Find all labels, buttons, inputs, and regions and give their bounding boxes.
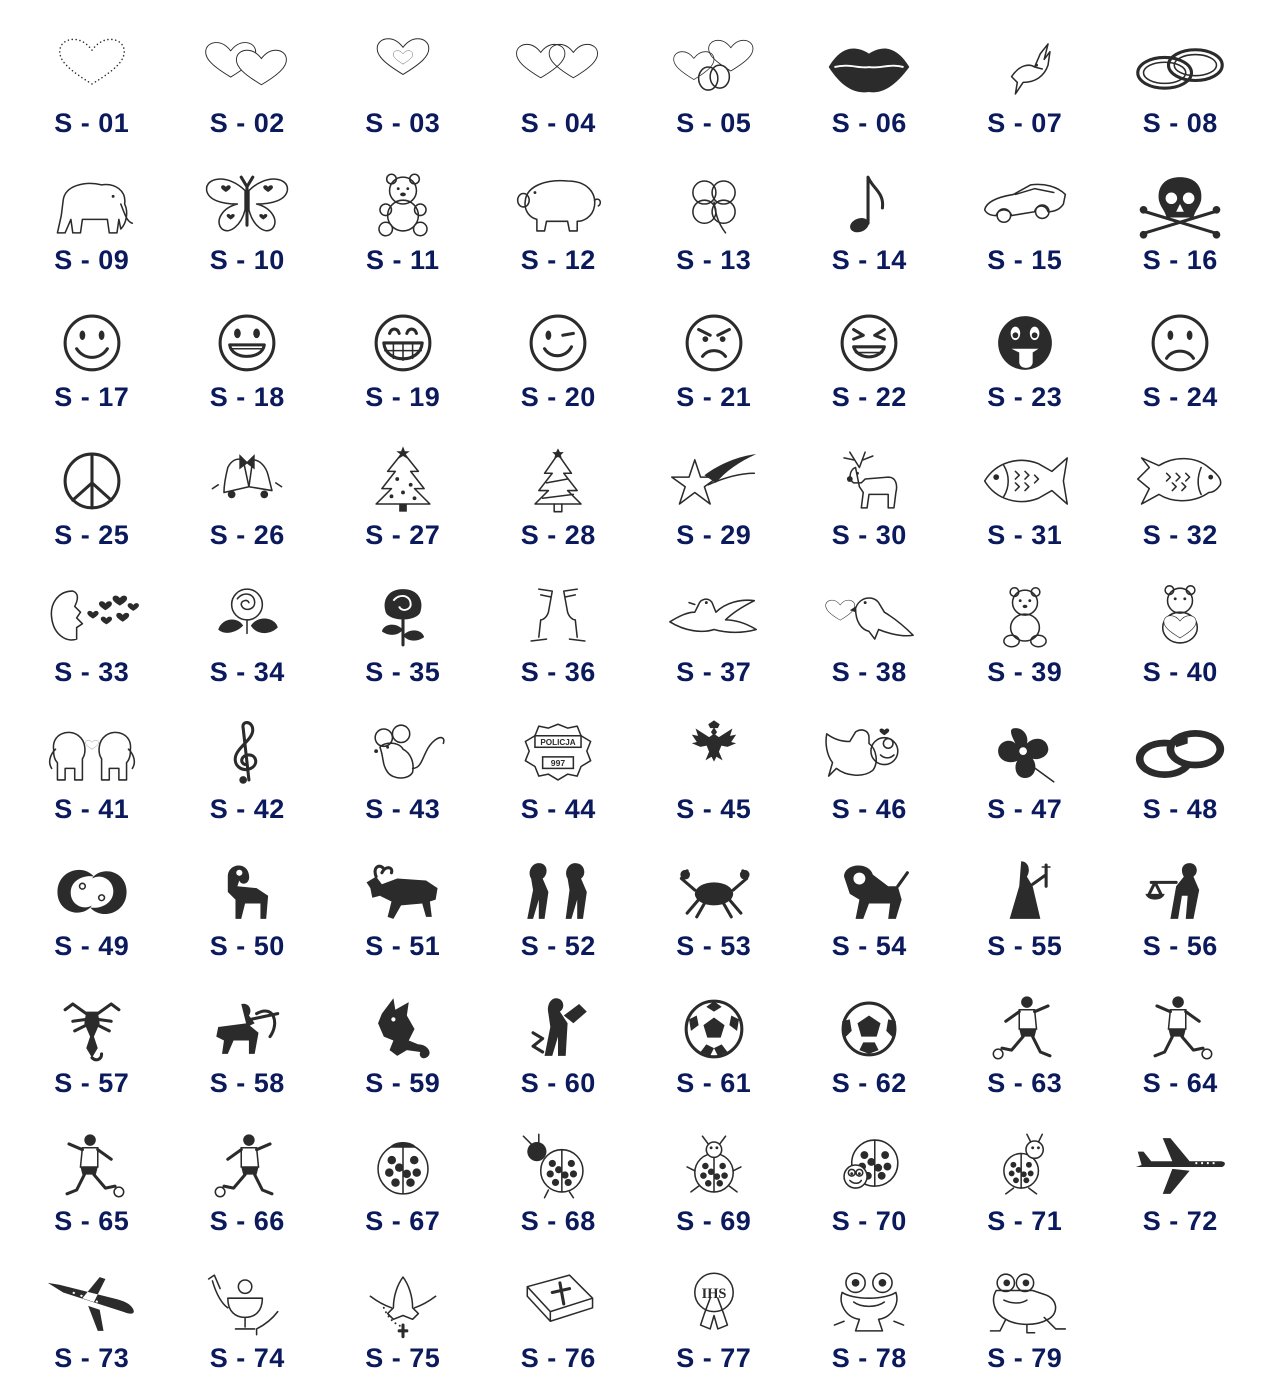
heart-in-heart-icon <box>353 32 453 104</box>
symbol-tile <box>170 1126 326 1263</box>
symbol-code: S - 27 <box>365 519 441 550</box>
symbol-code: S - 79 <box>987 1342 1063 1373</box>
symbol-tile <box>170 28 326 165</box>
aquarius-zodiac-icon <box>508 992 608 1064</box>
symbol-tile <box>947 28 1103 165</box>
symbol-code: S - 08 <box>1142 108 1218 138</box>
symbol-tile <box>947 714 1103 851</box>
symbol-code: S - 01 <box>54 108 130 138</box>
music-note-icon <box>819 169 919 241</box>
symbol-grid <box>14 28 1258 1400</box>
symbol-tile <box>325 165 481 302</box>
symbol-code: S - 49 <box>54 931 130 962</box>
peace-sign-icon <box>42 444 142 516</box>
symbol-tile <box>170 440 326 577</box>
wedding-rings-icon <box>1130 32 1230 104</box>
symbol-code: S - 51 <box>365 931 441 962</box>
symbol-code: S - 15 <box>987 245 1063 276</box>
symbol-code: S - 30 <box>831 519 907 550</box>
ladybug-icon <box>353 1130 453 1202</box>
symbol-tile <box>792 28 948 165</box>
airplane-icon <box>1130 1130 1230 1202</box>
symbol-tile <box>481 577 637 714</box>
symbol-code: S - 26 <box>209 519 285 550</box>
libra-zodiac-icon <box>1130 855 1230 927</box>
symbol-tile <box>947 165 1103 302</box>
symbol-tile <box>481 988 637 1125</box>
frog-sitting-icon <box>975 1267 1075 1339</box>
symbol-code: S - 02 <box>209 108 285 138</box>
soccer-ball-alt-icon <box>819 992 919 1064</box>
symbol-code: S - 61 <box>676 1068 752 1099</box>
ladybug-side-icon <box>508 1130 608 1202</box>
soccer-player-dribbling-icon <box>42 1130 142 1202</box>
symbol-code: S - 24 <box>1142 382 1218 413</box>
symbol-tile <box>325 988 481 1125</box>
two-hearts-icon <box>508 32 608 104</box>
symbol-tile <box>636 1126 792 1263</box>
big-grin-face-icon <box>353 306 453 378</box>
symbol-code: S - 03 <box>365 108 441 138</box>
symbol-code: S - 73 <box>54 1342 130 1373</box>
symbol-tile <box>170 165 326 302</box>
capricorn-zodiac-icon <box>353 992 453 1064</box>
symbol-tile <box>325 1126 481 1263</box>
symbol-tile <box>325 714 481 851</box>
symbol-tile <box>947 1263 1103 1400</box>
sports-car-icon <box>975 169 1075 241</box>
symbol-code: S - 36 <box>520 656 596 687</box>
symbol-code: S - 54 <box>831 931 907 962</box>
symbol-tile <box>1103 165 1259 302</box>
sitting-teddy-bear-icon <box>975 581 1075 653</box>
symbol-code: S - 19 <box>365 382 441 413</box>
christmas-tree-outline-icon <box>508 444 608 516</box>
symbol-code: S - 45 <box>676 793 752 824</box>
symbol-code: S - 06 <box>831 108 907 138</box>
symbol-code: S - 57 <box>54 1068 130 1099</box>
symbol-code: S - 76 <box>520 1342 596 1373</box>
symbol-code: S - 44 <box>520 793 596 824</box>
holy-bible-icon <box>508 1267 608 1339</box>
symbol-tile <box>636 440 792 577</box>
symbol-code: S - 55 <box>987 931 1063 962</box>
symbol-code: S - 64 <box>1142 1068 1218 1099</box>
symbol-code: S - 34 <box>209 656 285 687</box>
symbol-code: S - 10 <box>209 245 285 276</box>
rose-with-leaves-icon <box>197 581 297 653</box>
symbol-tile <box>636 165 792 302</box>
symbol-tile <box>325 302 481 439</box>
smiley-face-icon <box>42 306 142 378</box>
sad-face-icon <box>1130 306 1230 378</box>
tongue-out-face-icon <box>975 306 1075 378</box>
symbol-tile <box>14 988 170 1125</box>
symbol-tile <box>1103 28 1259 165</box>
symbol-tile <box>481 1126 637 1263</box>
symbol-tile <box>947 440 1103 577</box>
symbol-tile <box>170 577 326 714</box>
symbol-tile <box>14 440 170 577</box>
pisces-zodiac-icon <box>42 855 142 927</box>
symbol-code: S - 42 <box>209 793 285 824</box>
symbol-code: S - 70 <box>831 1205 907 1236</box>
treble-clef-icon <box>197 718 297 790</box>
symbol-tile <box>325 1263 481 1400</box>
chalice-hands-icon <box>197 1267 297 1339</box>
virgo-zodiac-icon <box>975 855 1075 927</box>
aries-zodiac-icon <box>197 855 297 927</box>
symbol-code: S - 14 <box>831 245 907 276</box>
symbol-tile <box>170 851 326 988</box>
dove-with-baby-icon <box>819 718 919 790</box>
symbol-code: S - 23 <box>987 382 1063 413</box>
symbol-tile <box>636 302 792 439</box>
symbol-tile <box>792 988 948 1125</box>
symbol-code: S - 18 <box>209 382 285 413</box>
symbol-tile <box>636 577 792 714</box>
symbol-tile <box>636 988 792 1125</box>
symbol-code: S - 69 <box>676 1205 752 1236</box>
symbol-tile <box>792 714 948 851</box>
symbol-tile <box>170 988 326 1125</box>
symbol-code: S - 12 <box>520 245 596 276</box>
pig-icon <box>508 169 608 241</box>
symbol-tile <box>481 1263 637 1400</box>
symbol-code: S - 71 <box>987 1205 1063 1236</box>
grinning-face-icon <box>197 306 297 378</box>
christmas-tree-icon <box>353 444 453 516</box>
symbol-tile <box>792 165 948 302</box>
symbol-tile <box>1103 577 1259 714</box>
symbol-code: S - 07 <box>987 108 1063 138</box>
carp-fish-icon <box>1130 444 1230 516</box>
symbol-code: S - 33 <box>54 656 130 687</box>
police-badge-icon <box>508 718 608 790</box>
bird-with-heart-icon <box>819 581 919 653</box>
symbol-code: S - 46 <box>831 793 907 824</box>
praying-hands-rosary-icon <box>353 1267 453 1339</box>
symbol-tile <box>481 714 637 851</box>
symbol-code: S - 50 <box>209 931 285 962</box>
fish-icon <box>975 444 1075 516</box>
symbol-tile <box>1103 440 1259 577</box>
squinting-face-icon <box>819 306 919 378</box>
symbol-tile <box>14 165 170 302</box>
symbol-tile <box>14 28 170 165</box>
symbol-tile <box>792 440 948 577</box>
two-hearts-outline-icon <box>197 32 297 104</box>
teddy-bear-icon <box>353 169 453 241</box>
symbol-code: S - 28 <box>520 519 596 550</box>
symbol-tile <box>947 988 1103 1125</box>
symbol-tile <box>1103 714 1259 851</box>
dotted-heart-icon <box>42 32 142 104</box>
taurus-zodiac-icon <box>353 855 453 927</box>
symbol-code: S - 37 <box>676 656 752 687</box>
symbol-tile <box>325 577 481 714</box>
symbol-code: S - 04 <box>520 108 596 138</box>
symbol-code: S - 75 <box>365 1342 441 1373</box>
symbol-tile <box>170 302 326 439</box>
symbol-tile <box>636 714 792 851</box>
symbol-code: S - 16 <box>1142 245 1218 276</box>
symbol-tile <box>636 1263 792 1400</box>
symbol-code: S - 22 <box>831 382 907 413</box>
symbol-tile <box>792 1126 948 1263</box>
ladybug-sitting-icon <box>975 1130 1075 1202</box>
symbol-tile <box>947 1126 1103 1263</box>
ihs-text: IHS <box>701 1285 727 1302</box>
sagittarius-zodiac-icon <box>197 992 297 1064</box>
soccer-player-icon <box>197 1130 297 1202</box>
symbol-code: S - 72 <box>1142 1205 1218 1236</box>
symbol-tile <box>481 302 637 439</box>
symbol-code: S - 68 <box>520 1205 596 1236</box>
symbol-code: S - 39 <box>987 656 1063 687</box>
symbol-code: S - 25 <box>54 519 130 550</box>
symbol-code: S - 09 <box>54 245 130 276</box>
symbol-tile <box>481 28 637 165</box>
symbol-tile <box>325 440 481 577</box>
ladybug-cartoon-icon <box>664 1130 764 1202</box>
symbol-code: S - 21 <box>676 382 752 413</box>
reindeer-icon <box>819 444 919 516</box>
symbol-code: S - 53 <box>676 931 752 962</box>
symbol-tile <box>481 851 637 988</box>
four-leaf-clover-icon <box>664 169 764 241</box>
symbol-code: S - 58 <box>209 1068 285 1099</box>
leo-zodiac-icon <box>819 855 919 927</box>
symbol-code: S - 32 <box>1142 519 1218 550</box>
badge-text-policja: POLICJA <box>540 737 576 747</box>
symbol-tile <box>947 302 1103 439</box>
symbol-code: S - 35 <box>365 656 441 687</box>
symbol-tile <box>792 577 948 714</box>
symbol-code: S - 48 <box>1142 793 1218 824</box>
lips-kiss-icon <box>819 32 919 104</box>
symbol-tile <box>481 165 637 302</box>
symbol-code: S - 20 <box>520 382 596 413</box>
symbol-code: S - 47 <box>987 793 1063 824</box>
gemini-zodiac-icon <box>508 855 608 927</box>
skull-crossbones-icon <box>1130 169 1230 241</box>
frog-face-icon <box>819 1267 919 1339</box>
symbol-code: S - 11 <box>365 245 440 276</box>
symbol-tile <box>325 851 481 988</box>
symbol-tile <box>792 851 948 988</box>
symbol-tile <box>170 1263 326 1400</box>
symbol-tile <box>792 1263 948 1400</box>
symbol-code: S - 29 <box>676 519 752 550</box>
symbol-code: S - 62 <box>831 1068 907 1099</box>
symbol-code: S - 59 <box>365 1068 441 1099</box>
flying-bird-icon <box>664 581 764 653</box>
symbol-code: S - 41 <box>54 793 130 824</box>
praying-hands-ihs-icon <box>664 1267 764 1339</box>
symbol-code: S - 56 <box>1142 931 1218 962</box>
symbol-tile <box>14 302 170 439</box>
rose-icon <box>353 581 453 653</box>
symbol-tile <box>947 851 1103 988</box>
symbol-code: S - 05 <box>676 108 752 138</box>
ladybug-smiling-icon <box>819 1130 919 1202</box>
mouse-icon <box>353 718 453 790</box>
symbol-tile <box>481 440 637 577</box>
symbol-code: S - 63 <box>987 1068 1063 1099</box>
elephants-couple-icon <box>42 718 142 790</box>
symbol-tile <box>14 577 170 714</box>
symbol-code: S - 74 <box>209 1342 285 1373</box>
scorpio-zodiac-icon <box>42 992 142 1064</box>
elephant-icon <box>42 169 142 241</box>
kiss-blowing-hearts-icon <box>42 581 142 653</box>
angry-face-icon <box>664 306 764 378</box>
teddy-bear-with-heart-icon <box>1130 581 1230 653</box>
soccer-player-kicking-icon <box>975 992 1075 1064</box>
symbol-code: S - 65 <box>54 1205 130 1236</box>
symbol-code: S - 60 <box>520 1068 596 1099</box>
symbol-tile <box>1103 1126 1259 1263</box>
symbol-tile <box>947 577 1103 714</box>
dove-icon <box>975 32 1075 104</box>
symbol-tile <box>1103 988 1259 1125</box>
symbol-tile <box>170 714 326 851</box>
shooting-star-icon <box>664 444 764 516</box>
champagne-glasses-icon <box>508 581 608 653</box>
soccer-ball-icon <box>664 992 764 1064</box>
flower-icon <box>975 718 1075 790</box>
symbol-code: S - 43 <box>365 793 441 824</box>
symbol-tile <box>14 851 170 988</box>
soccer-player-running-icon <box>1130 992 1230 1064</box>
symbol-code: S - 31 <box>987 519 1063 550</box>
polish-eagle-icon <box>664 718 764 790</box>
symbol-code: S - 38 <box>831 656 907 687</box>
symbol-code: S - 66 <box>209 1205 285 1236</box>
symbol-tile <box>1103 302 1259 439</box>
symbol-code: S - 17 <box>54 382 130 413</box>
hearts-with-rings-icon <box>664 32 764 104</box>
symbol-tile <box>325 28 481 165</box>
symbol-tile <box>14 714 170 851</box>
symbol-code: S - 52 <box>520 931 596 962</box>
symbol-code: S - 77 <box>676 1342 752 1373</box>
butterfly-icon <box>197 169 297 241</box>
interlocked-rings-icon <box>1130 718 1230 790</box>
symbol-tile <box>636 851 792 988</box>
symbol-code: S - 78 <box>831 1342 907 1373</box>
symbol-tile <box>636 28 792 165</box>
symbol-code: S - 67 <box>365 1205 441 1236</box>
symbol-tile <box>14 1263 170 1400</box>
cancer-zodiac-icon <box>664 855 764 927</box>
bells-with-bow-icon <box>197 444 297 516</box>
winking-face-icon <box>508 306 608 378</box>
badge-text-number: 997 <box>551 757 566 768</box>
airliner-icon <box>42 1267 142 1339</box>
symbol-code: S - 40 <box>1142 656 1218 687</box>
symbol-tile <box>792 302 948 439</box>
symbol-code: S - 13 <box>676 245 752 276</box>
symbol-tile <box>1103 851 1259 988</box>
symbol-tile <box>14 1126 170 1263</box>
